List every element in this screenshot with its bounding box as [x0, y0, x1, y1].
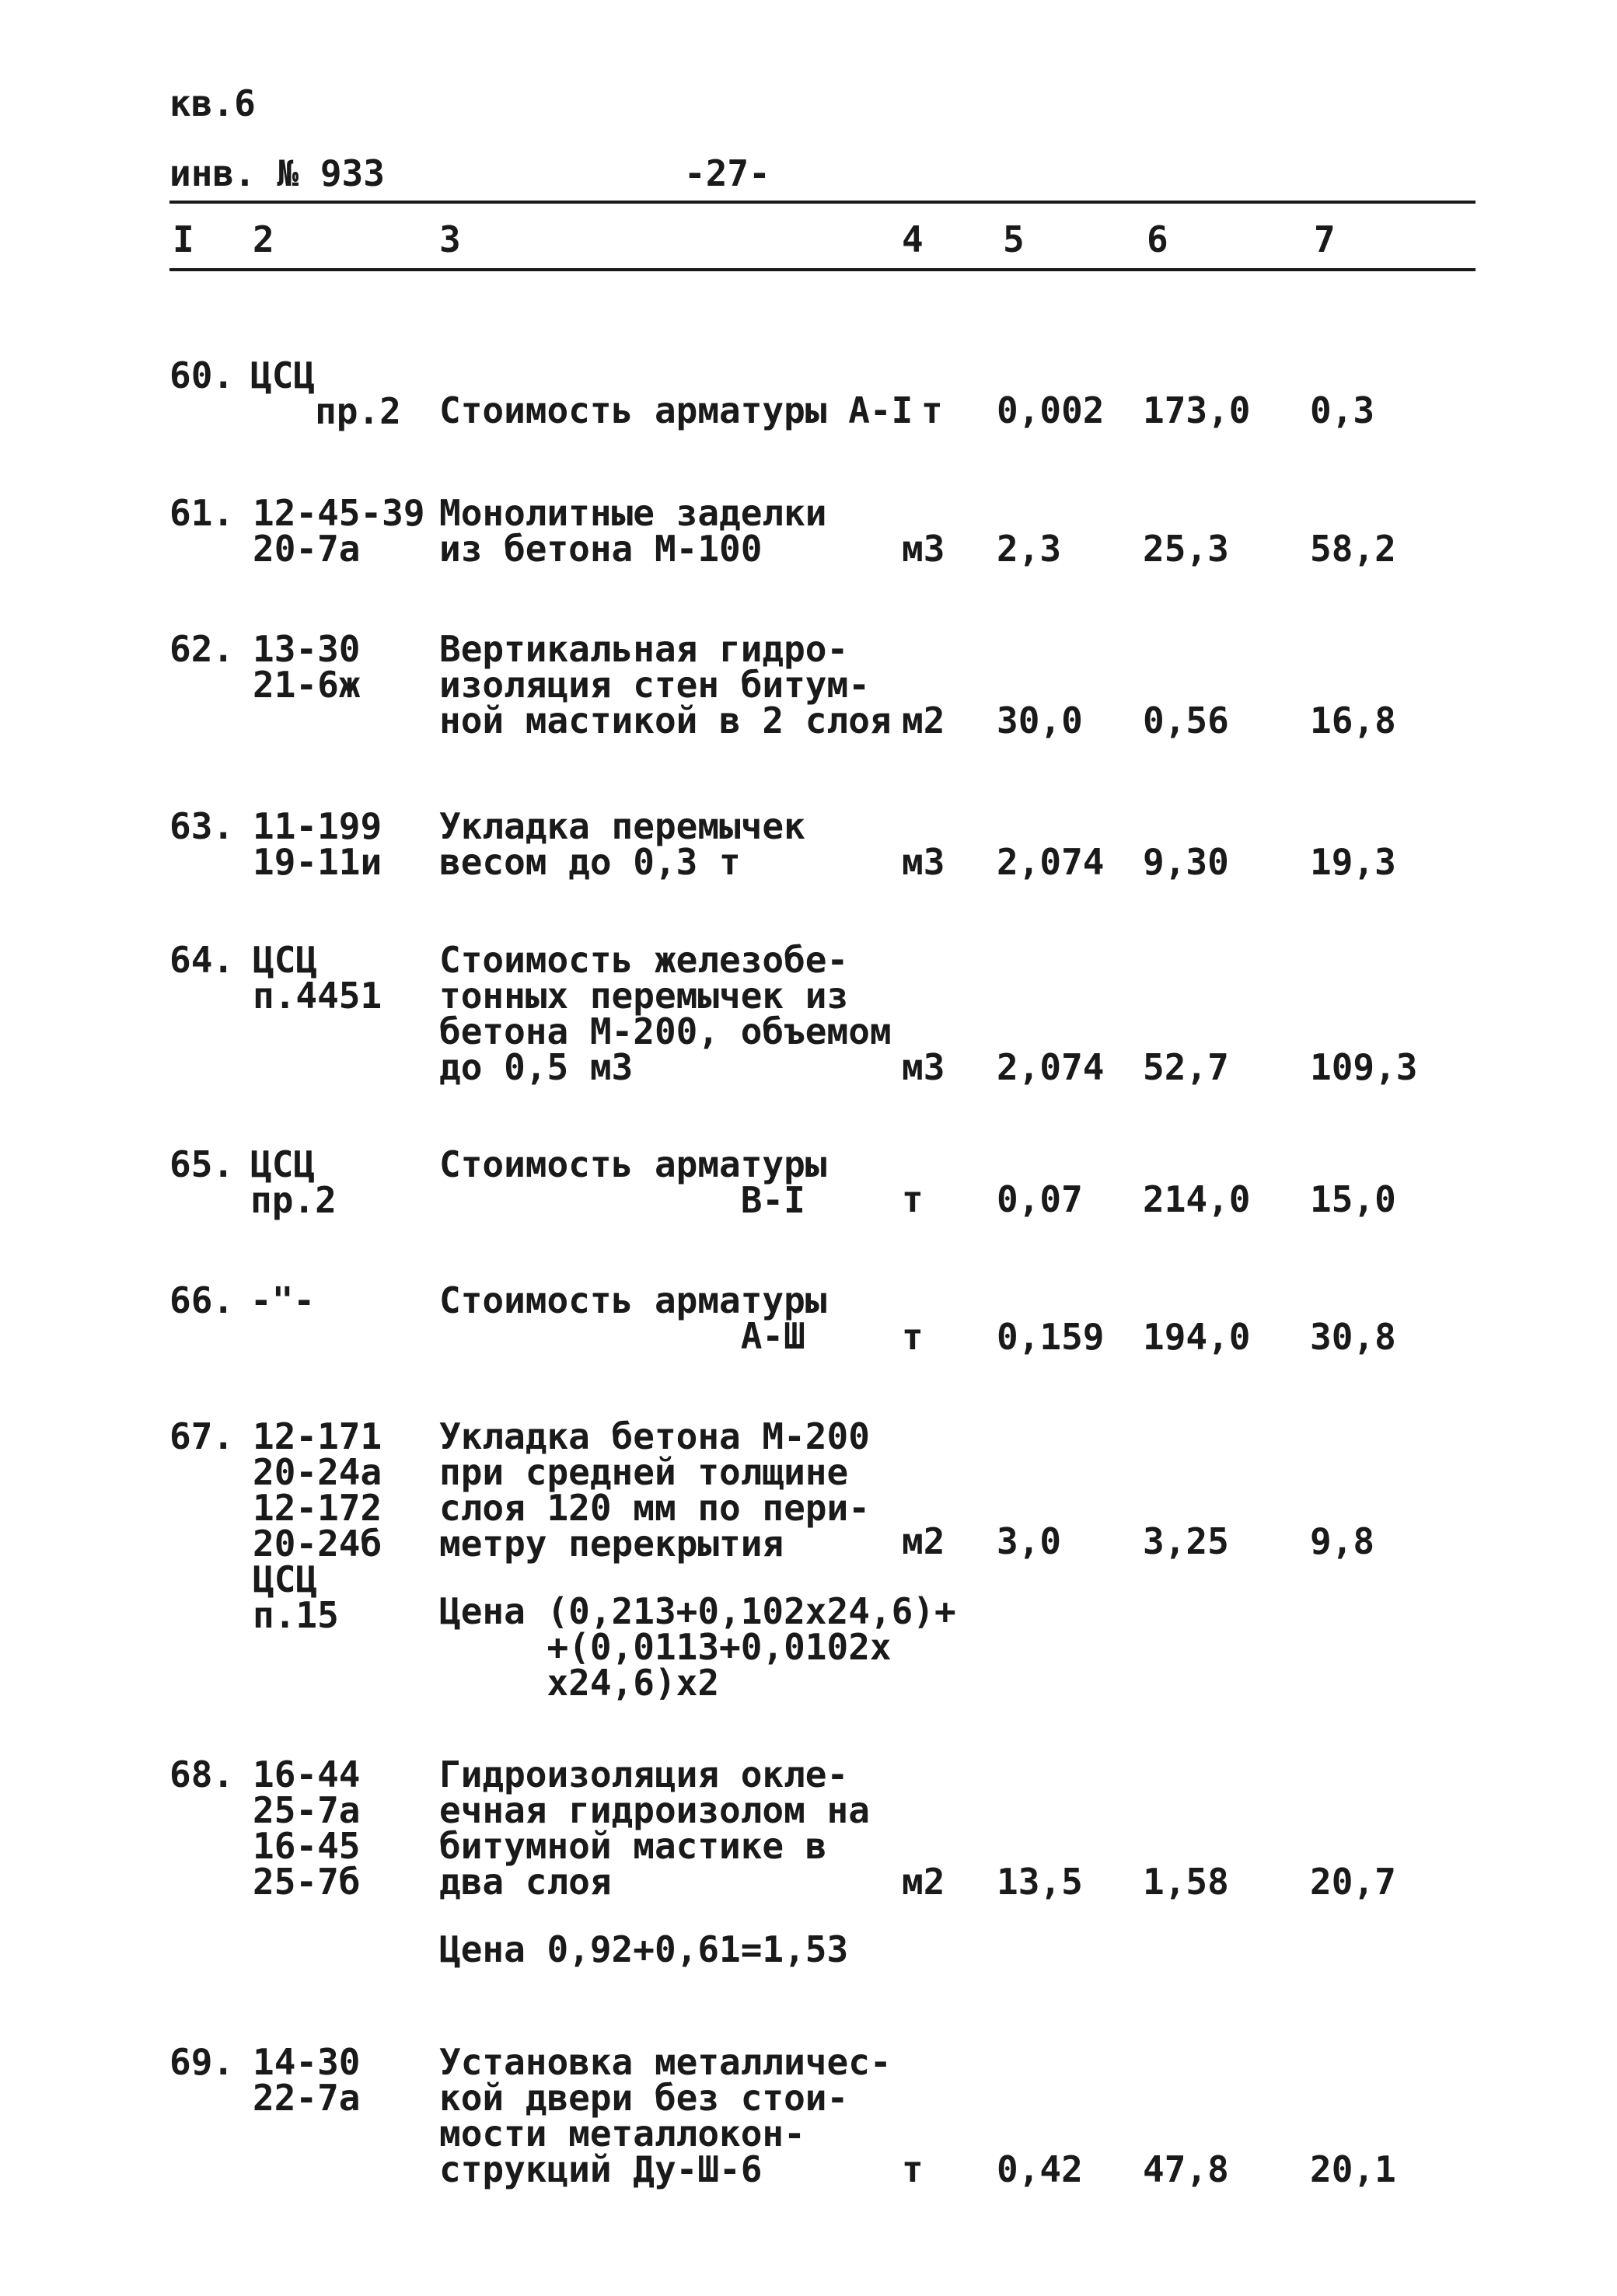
row-quantity: 0,002 — [997, 389, 1105, 431]
row-total: 15,0 — [1310, 1178, 1396, 1220]
row-code: 12-171 20-24а 12-172 20-24б ЦСЦ п.15 — [253, 1415, 382, 1636]
row-code: ЦСЦ п.4451 — [253, 939, 382, 1017]
top-rule — [169, 201, 1476, 204]
row-quantity: 0,159 — [997, 1316, 1105, 1358]
quarter-label: кв.6 — [169, 82, 256, 124]
row-number: 65. — [169, 1143, 235, 1185]
column-header: 5 — [1003, 218, 1025, 260]
row-code: 13-30 21-6ж — [253, 628, 361, 706]
price-formula: Цена (0,213+0,102х24,6)+ +(0,0113+0,0102х х24,6)х2 — [439, 1590, 956, 1704]
row-number: 63. — [169, 805, 235, 847]
row-unit: м3 — [902, 528, 945, 570]
row-code: 11-199 19-11и — [253, 805, 382, 883]
row-unit: т — [902, 1316, 924, 1358]
row-price: 3,25 — [1143, 1520, 1229, 1562]
row-description: Стоимость арматуры А-I — [439, 389, 913, 431]
column-header: 6 — [1147, 218, 1168, 260]
row-description: Установка металличес- кой двери без стои- мости металлокон- струкций Ду-Ш-6 — [439, 2041, 892, 2190]
row-code: 16-44 25-7а 16-45 25-7б — [253, 1753, 361, 1903]
row-unit: м3 — [902, 1046, 945, 1088]
column-header: 7 — [1314, 218, 1336, 260]
row-unit: т — [921, 389, 943, 431]
column-header: I — [173, 218, 194, 260]
row-unit: м2 — [902, 1520, 945, 1562]
row-description: Укладка перемычек весом до 0,3 т — [439, 805, 805, 883]
row-unit: м3 — [902, 841, 945, 883]
header-rule — [169, 268, 1476, 271]
row-description: Стоимость арматуры В-I — [439, 1143, 827, 1221]
row-total: 58,2 — [1310, 528, 1396, 570]
row-price: 47,8 — [1143, 2148, 1229, 2190]
row-description: Монолитные заделки из бетона М-100 — [439, 492, 827, 570]
row-unit: т — [902, 2148, 924, 2190]
row-quantity: 3,0 — [997, 1520, 1062, 1562]
column-header: 4 — [902, 218, 924, 260]
row-number: 68. — [169, 1753, 235, 1795]
row-total: 0,3 — [1310, 389, 1375, 431]
row-number: 67. — [169, 1415, 235, 1457]
row-quantity: 30,0 — [997, 700, 1083, 741]
row-description: Стоимость железобе- тонных перемычек из бетона М-200, объемом до 0,5 м3 — [439, 939, 892, 1088]
row-unit: м2 — [902, 700, 945, 741]
row-number: 60. — [169, 354, 235, 396]
column-header: 2 — [253, 218, 274, 260]
row-quantity: 0,07 — [997, 1178, 1083, 1220]
row-total: 30,8 — [1310, 1316, 1396, 1358]
row-code: -"- — [250, 1279, 316, 1321]
row-quantity: 2,074 — [997, 1046, 1105, 1088]
row-code: ЦСЦ пр.2 — [250, 1143, 337, 1221]
row-number: 62. — [169, 628, 235, 670]
row-number: 64. — [169, 939, 235, 981]
row-quantity: 13,5 — [997, 1861, 1083, 1903]
row-total: 19,3 — [1310, 841, 1396, 883]
column-header: 3 — [439, 218, 461, 260]
row-number: 69. — [169, 2041, 235, 2083]
row-price: 9,30 — [1143, 841, 1229, 883]
row-total: 109,3 — [1310, 1046, 1418, 1088]
price-formula: Цена 0,92+0,61=1,53 — [439, 1928, 849, 1970]
row-price: 214,0 — [1143, 1178, 1251, 1220]
row-description: Стоимость арматуры А-Ш — [439, 1279, 827, 1357]
row-unit: т — [902, 1178, 924, 1220]
row-code: 14-30 22-7а — [253, 2041, 361, 2119]
page-number: -27- — [684, 152, 770, 194]
inventory-number: инв. № 933 — [169, 152, 385, 194]
row-code: ЦСЦ пр.2 — [250, 354, 401, 432]
row-price: 0,56 — [1143, 700, 1229, 741]
row-quantity: 0,42 — [997, 2148, 1083, 2190]
row-unit: м2 — [902, 1861, 945, 1903]
row-price: 1,58 — [1143, 1861, 1229, 1903]
row-price: 194,0 — [1143, 1316, 1251, 1358]
row-description: Вертикальная гидро- изоляция стен битум- ной мастикой в 2 слоя — [439, 628, 892, 741]
row-price: 173,0 — [1143, 389, 1251, 431]
row-price: 25,3 — [1143, 528, 1229, 570]
row-number: 61. — [169, 492, 235, 534]
row-total: 20,7 — [1310, 1861, 1396, 1903]
row-quantity: 2,074 — [997, 841, 1105, 883]
row-total: 20,1 — [1310, 2148, 1396, 2190]
row-total: 16,8 — [1310, 700, 1396, 741]
row-code: 12-45-39 20-7а — [253, 492, 425, 570]
row-description: Гидроизоляция окле- ечная гидроизолом на битумной мастике в два слоя — [439, 1753, 870, 1903]
row-description: Укладка бетона М-200 при средней толщине слоя 120 мм по пери- метру перекрытия — [439, 1415, 870, 1565]
row-number: 66. — [169, 1279, 235, 1321]
row-quantity: 2,3 — [997, 528, 1062, 570]
row-total: 9,8 — [1310, 1520, 1375, 1562]
row-price: 52,7 — [1143, 1046, 1229, 1088]
